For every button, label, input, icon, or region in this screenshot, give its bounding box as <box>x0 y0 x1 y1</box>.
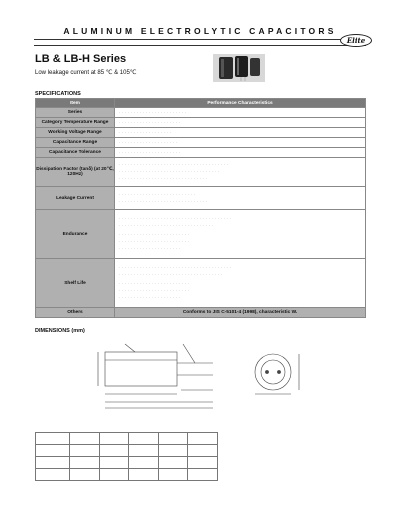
row-label-shelf-life: Shelf Life <box>36 259 115 308</box>
header-rule-bottom <box>34 45 366 46</box>
series-title: LB & LB-H Series <box>35 53 127 65</box>
row-label-series: Series <box>36 108 115 118</box>
row-value-temperature-range: · · · · · · · · · · · · · · · · · · · · · <box>115 118 366 128</box>
column-header-item: Item <box>36 99 115 108</box>
capacitor-photo <box>213 54 265 82</box>
column-header-performance: Performance Characteristics <box>115 99 366 108</box>
table-row <box>36 118 366 128</box>
header-title: ALUMINUM ELECTROLYTIC CAPACITORS <box>63 26 337 36</box>
table-row-others <box>36 308 366 318</box>
table-row <box>36 445 218 457</box>
dimension-drawing <box>95 338 315 416</box>
specifications-table <box>35 98 366 318</box>
table-row <box>36 210 366 259</box>
table-row <box>36 128 366 138</box>
row-value-leakage-current: · · · · · · · · · · · · · · · · · · · · · · · · · · · · · · · · · · · · · · · · · · · · · · · · · · · · · · · · <box>115 187 366 210</box>
specifications-label: SPECIFICATIONS <box>35 91 81 97</box>
row-value-others: Conforms to JIS C-5101-4 (1998), characteristic W. <box>115 308 366 318</box>
capacitor-top-view <box>255 354 299 394</box>
table-row <box>36 158 366 187</box>
row-label-others: Others <box>36 308 115 318</box>
table-row <box>36 259 366 308</box>
table-row <box>36 148 366 158</box>
series-subtitle: Low leakage current at 85 ℃ & 105℃ <box>35 70 137 76</box>
dimension-table <box>35 432 218 481</box>
row-value-dissipation-factor: · · · · · · · · · · · · · · · · · · · · · · · · · · · · · · · · · · · · · · · · · · · · · · · · · · · · · · · · · · · · · · · · · · · · · · · · · · · · · · · · · · · · · · · · · · · · · · · · · · · · · <box>115 158 366 187</box>
table-row <box>36 433 218 445</box>
row-value-endurance: · · · · · · · · · · · · · · · · · · · · · · · · · · · · · · · · · · · · · · · · · · · · · · · · · · · · · · · · · · · · · · · · · · · · · · · · · · · · · · · · · · · · · · · · · · · · · · · · · · · · · · · · · · · · · · · · · · · · · · · · · · · · · · · · · · · · · · · · · · · <box>115 210 366 259</box>
row-value-voltage-range: · · · · · · · · · · · · · · · · · · <box>115 128 366 138</box>
row-label-capacitance-range: Capacitance Range <box>36 138 115 148</box>
table-header-row <box>36 99 366 108</box>
table-row <box>36 469 218 481</box>
table-row <box>36 457 218 469</box>
row-value-shelf-life: · · · · · · · · · · · · · · · · · · · · · · · · · · · · · · · · · · · · · · · · · · · · · · · · · · · · · · · · · · · · · · · · · · · · · · · · · · · · · · · · · · · · · · · · · · · · · · · · · · · · · · · · · · · · · · · · · · · · · · · · · · · · · · · · · · · · · · · · · · · · · · <box>115 259 366 308</box>
row-label-temperature-range: Category Temperature Range <box>36 118 115 128</box>
row-label-dissipation-factor: Dissipation Factor (tanδ) (at 20℃, 120Hz) <box>36 158 115 187</box>
table-row <box>36 138 366 148</box>
header-rule-top <box>34 39 366 40</box>
brand-logo: Elite <box>340 34 372 47</box>
dimensions-label: DIMENSIONS (mm) <box>35 328 85 334</box>
row-label-leakage-current: Leakage Current <box>36 187 115 210</box>
table-row <box>36 108 366 118</box>
row-value-series: · · · · · · · · · · · · · · · · · · · · · · · <box>115 108 366 118</box>
capacitor-side-view <box>98 344 213 408</box>
row-label-capacitance-tolerance: Capacitance Tolerance <box>36 148 115 158</box>
row-value-capacitance-tolerance: · · · · · · · · · · · · · · · · · · · · · <box>115 148 366 158</box>
row-label-endurance: Endurance <box>36 210 115 259</box>
table-row <box>36 187 366 210</box>
row-label-voltage-range: Working Voltage Range <box>36 128 115 138</box>
row-value-capacitance-range: · · · · · · · · · · · · · · · · · · · · <box>115 138 366 148</box>
